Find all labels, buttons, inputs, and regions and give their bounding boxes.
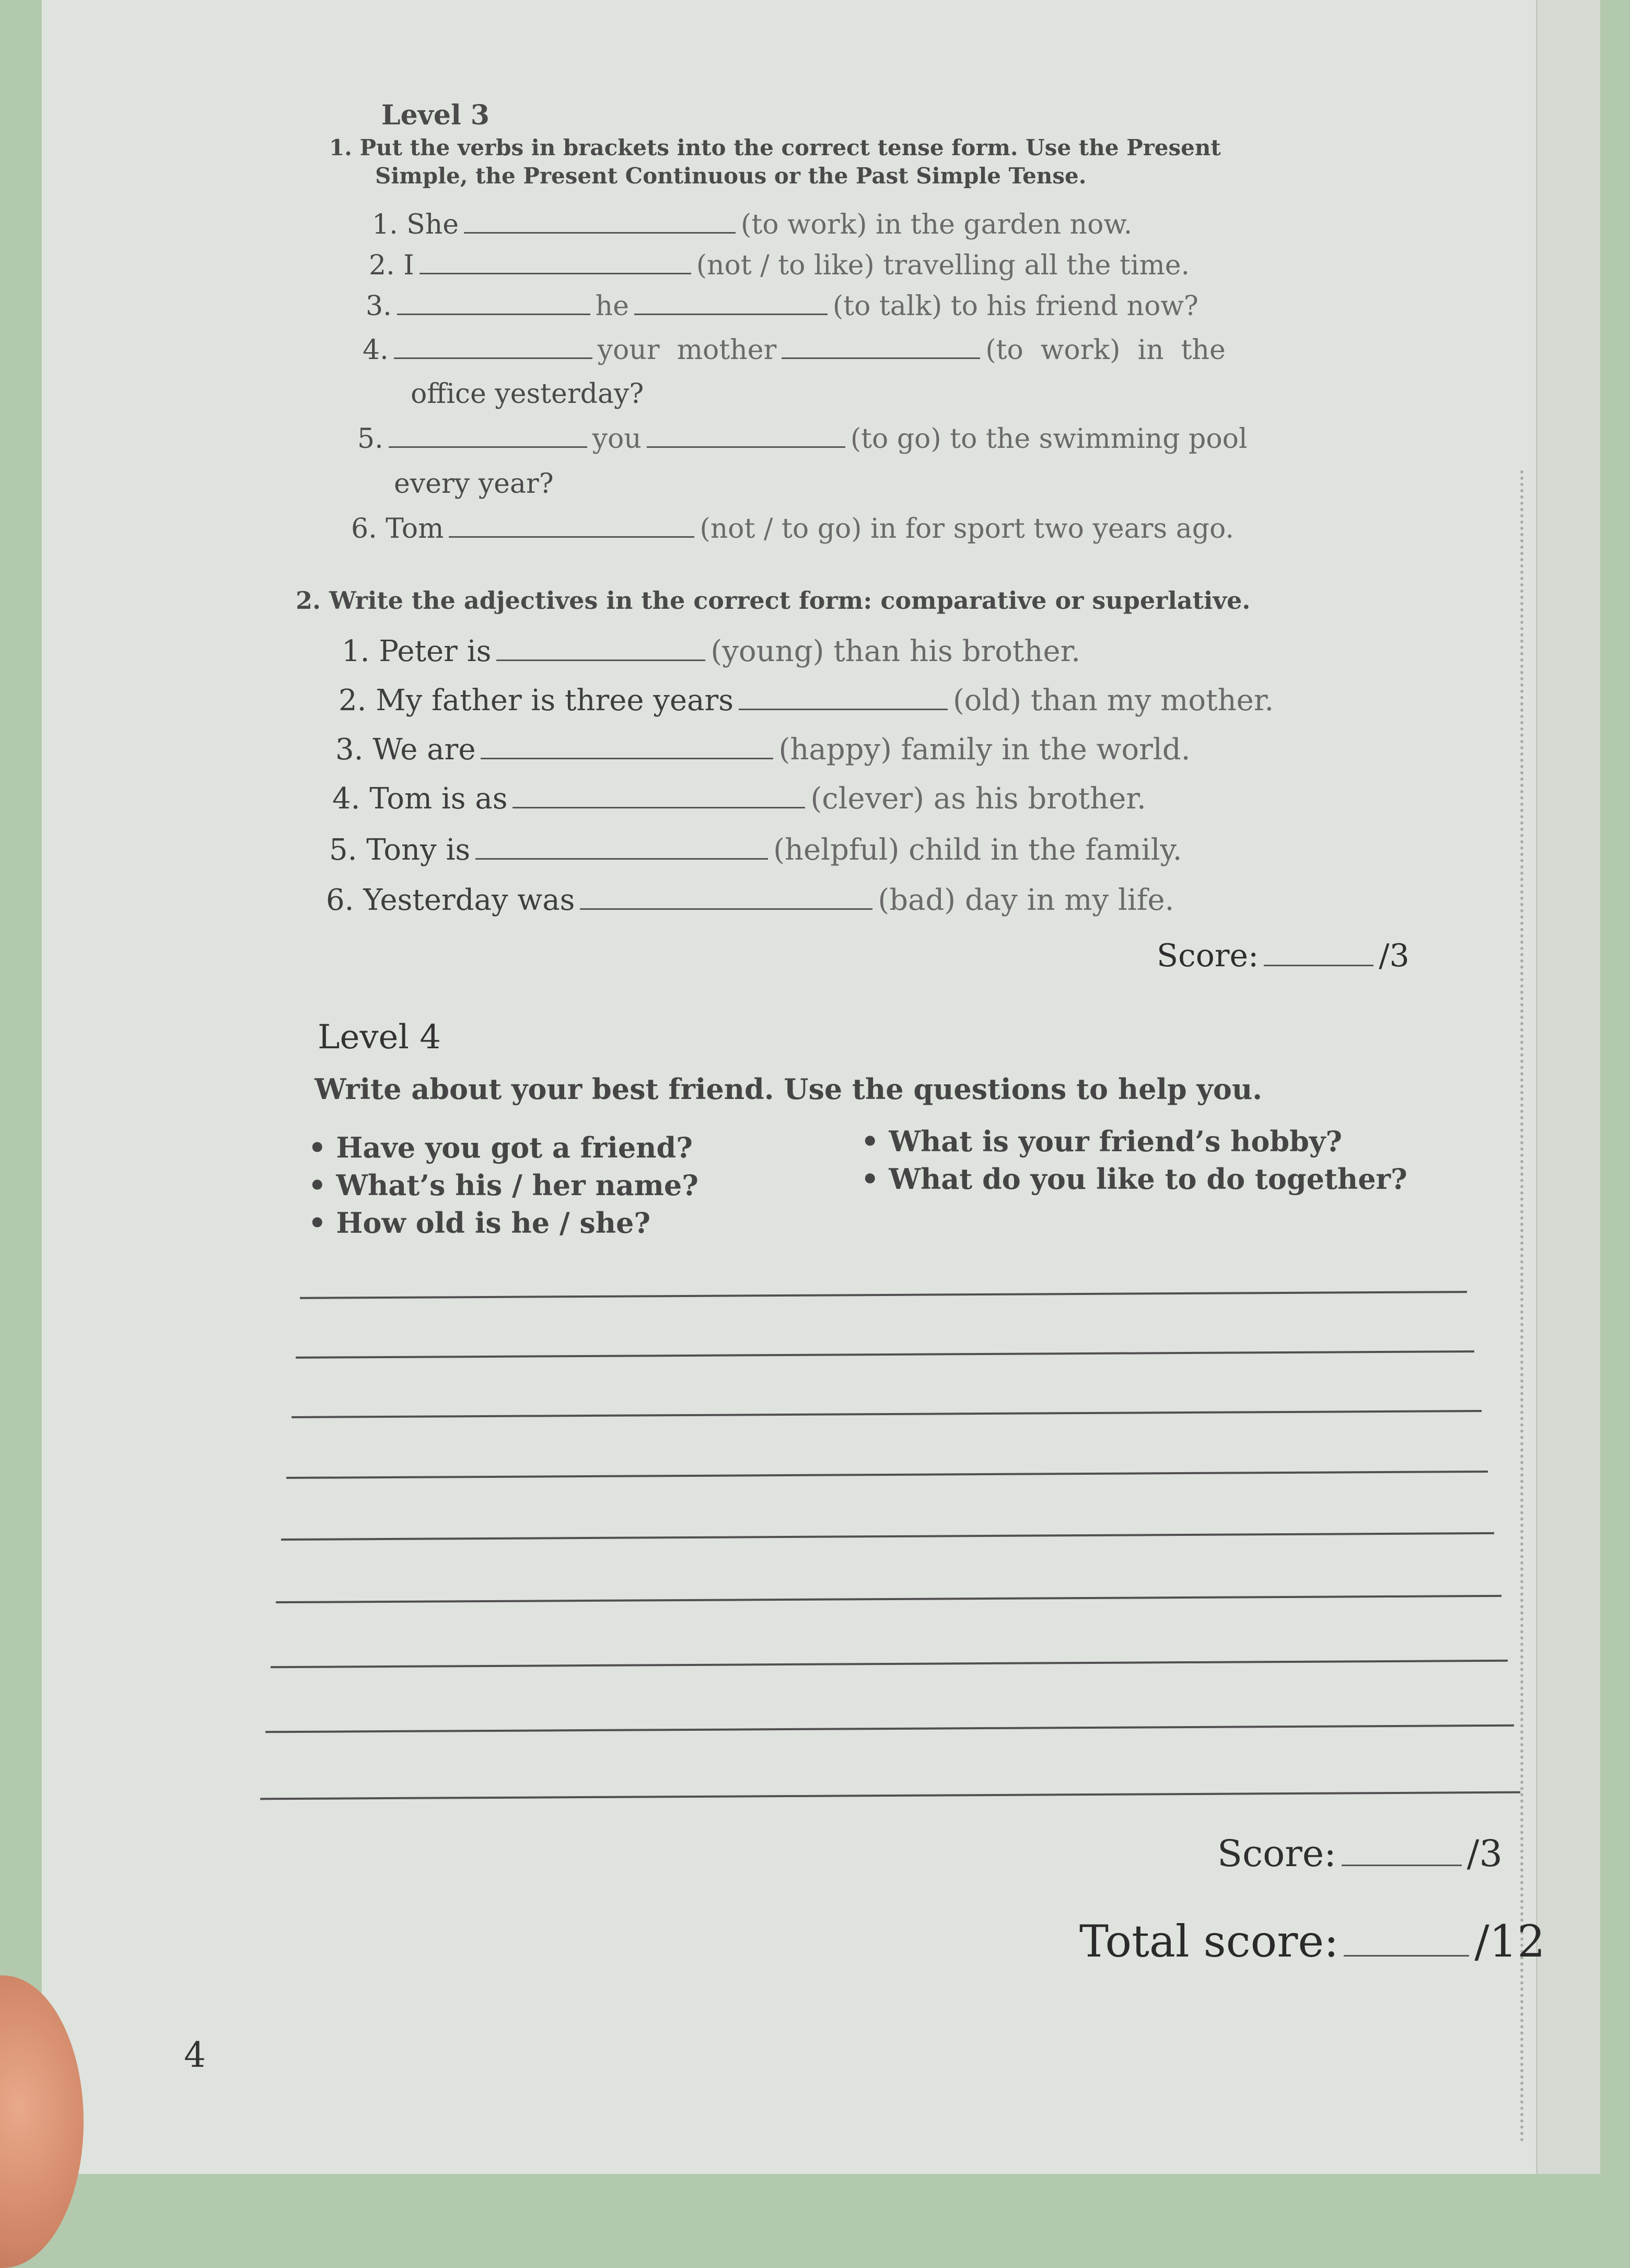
score-label: Score: xyxy=(1217,1832,1336,1875)
task2-item-1 xyxy=(342,634,1080,668)
verb-hint: (to work) in the xyxy=(985,334,1226,366)
item-number: 5. xyxy=(357,423,383,455)
score-max: /3 xyxy=(1379,938,1410,974)
total-score-label: Total score: xyxy=(1079,1916,1339,1967)
writing-line[interactable] xyxy=(286,1471,1488,1479)
task2-item-4 xyxy=(332,782,1146,816)
answer-blank[interactable] xyxy=(449,536,694,538)
writing-line[interactable] xyxy=(292,1410,1482,1418)
writing-line[interactable] xyxy=(296,1350,1474,1359)
answer-blank[interactable] xyxy=(420,272,691,274)
adjective-hint: (happy) family in the world. xyxy=(778,733,1191,767)
item-text: 6. Yesterday was xyxy=(326,883,575,917)
question: • How old is he / she? xyxy=(308,1206,651,1240)
writing-line[interactable] xyxy=(281,1532,1494,1541)
writing-line[interactable] xyxy=(265,1725,1514,1733)
answer-blank[interactable] xyxy=(739,708,948,710)
answer-blank[interactable] xyxy=(394,357,592,359)
item-number: 4. xyxy=(363,334,389,366)
question-list-right xyxy=(861,1125,1407,1200)
writing-line[interactable] xyxy=(276,1595,1501,1603)
task2-item-3 xyxy=(335,733,1191,767)
level4-title: Level 4 xyxy=(318,1018,441,1057)
item-subject: your mother xyxy=(597,334,777,366)
item-text: 4. Tom is as xyxy=(332,782,508,816)
item-number: 2. I xyxy=(369,250,414,281)
score-blank[interactable] xyxy=(1264,964,1373,966)
writing-line[interactable] xyxy=(300,1291,1467,1299)
verb-hint: (to work) in the garden now. xyxy=(741,209,1133,240)
task2-item-2 xyxy=(339,684,1274,718)
task1-item-2 xyxy=(369,250,1190,281)
item-subject: he xyxy=(595,291,629,322)
task1-item-1 xyxy=(372,209,1132,240)
verb-hint: (not / to go) in for sport two years ago. xyxy=(700,513,1234,545)
level4-score xyxy=(1217,1832,1503,1875)
question: • What do you like to do together? xyxy=(861,1162,1407,1196)
task1-item-5 xyxy=(357,423,1248,455)
item-text: 3. We are xyxy=(335,733,476,767)
total-score xyxy=(1079,1916,1545,1967)
item-number: 3. xyxy=(366,291,392,322)
answer-blank[interactable] xyxy=(389,446,587,448)
total-score-max: /12 xyxy=(1474,1916,1545,1967)
task1-instruction-line1: 1. Put the verbs in brackets into the correct tense form. Use the Present xyxy=(329,135,1221,160)
answer-blank[interactable] xyxy=(647,446,845,448)
level3-title: Level 3 xyxy=(381,99,490,131)
item-text: 1. Peter is xyxy=(342,634,492,668)
answer-blank[interactable] xyxy=(782,357,980,359)
adjective-hint: (young) than his brother. xyxy=(711,634,1081,668)
score-label: Score: xyxy=(1157,938,1259,974)
adjective-hint: (clever) as his brother. xyxy=(810,782,1146,816)
verb-hint: (to go) to the swimming pool xyxy=(850,423,1248,455)
answer-blank[interactable] xyxy=(580,908,872,910)
answer-blank[interactable] xyxy=(397,313,590,315)
item-number: 6. Tom xyxy=(351,513,444,545)
writing-line[interactable] xyxy=(271,1660,1508,1668)
task1-instruction-line2: Simple, the Present Continuous or the Past Simple Tense. xyxy=(375,163,1087,189)
answer-blank[interactable] xyxy=(513,806,805,808)
task1-item-3 xyxy=(366,291,1198,322)
answer-blank[interactable] xyxy=(496,659,705,661)
page-number: 4 xyxy=(184,2035,206,2075)
verb-hint: (to talk) to his friend now? xyxy=(832,291,1198,322)
item-text: 5. Tony is xyxy=(329,833,471,867)
question: • What is your friend’s hobby? xyxy=(861,1125,1342,1158)
item-number: 1. She xyxy=(372,209,459,240)
answer-blank[interactable] xyxy=(464,232,736,234)
task1-item-6 xyxy=(351,513,1234,545)
score-blank[interactable] xyxy=(1342,1864,1462,1866)
task2-item-6 xyxy=(326,883,1174,917)
level3-score xyxy=(1157,938,1410,974)
task2-instruction: 2. Write the adjectives in the correct form: comparative or superlative. xyxy=(296,586,1251,615)
answer-blank[interactable] xyxy=(475,858,768,860)
task2-item-5 xyxy=(329,833,1182,867)
adjective-hint: (helpful) child in the family. xyxy=(773,833,1182,867)
adjective-hint: (old) than my mother. xyxy=(952,684,1274,718)
score-max: /3 xyxy=(1466,1832,1503,1875)
answer-blank[interactable] xyxy=(634,313,828,315)
answer-blank[interactable] xyxy=(481,757,773,759)
verb-hint: (not / to like) travelling all the time. xyxy=(696,250,1190,281)
adjective-hint: (bad) day in my life. xyxy=(878,883,1174,917)
item-text: 2. My father is three years xyxy=(339,684,734,718)
question: • Have you got a friend? xyxy=(308,1131,693,1164)
question-list-left xyxy=(308,1131,698,1244)
item-subject: you xyxy=(592,423,642,455)
task1-item-4-continuation: office yesterday? xyxy=(411,378,644,410)
level4-instruction: Write about your best friend. Use the questions to help you. xyxy=(315,1072,1263,1106)
question: • What’s his / her name? xyxy=(308,1168,698,1202)
total-score-blank[interactable] xyxy=(1344,1954,1469,1957)
task1-item-4 xyxy=(363,334,1226,366)
task1-item-5-continuation: every year? xyxy=(394,468,554,500)
writing-line[interactable] xyxy=(260,1791,1520,1800)
